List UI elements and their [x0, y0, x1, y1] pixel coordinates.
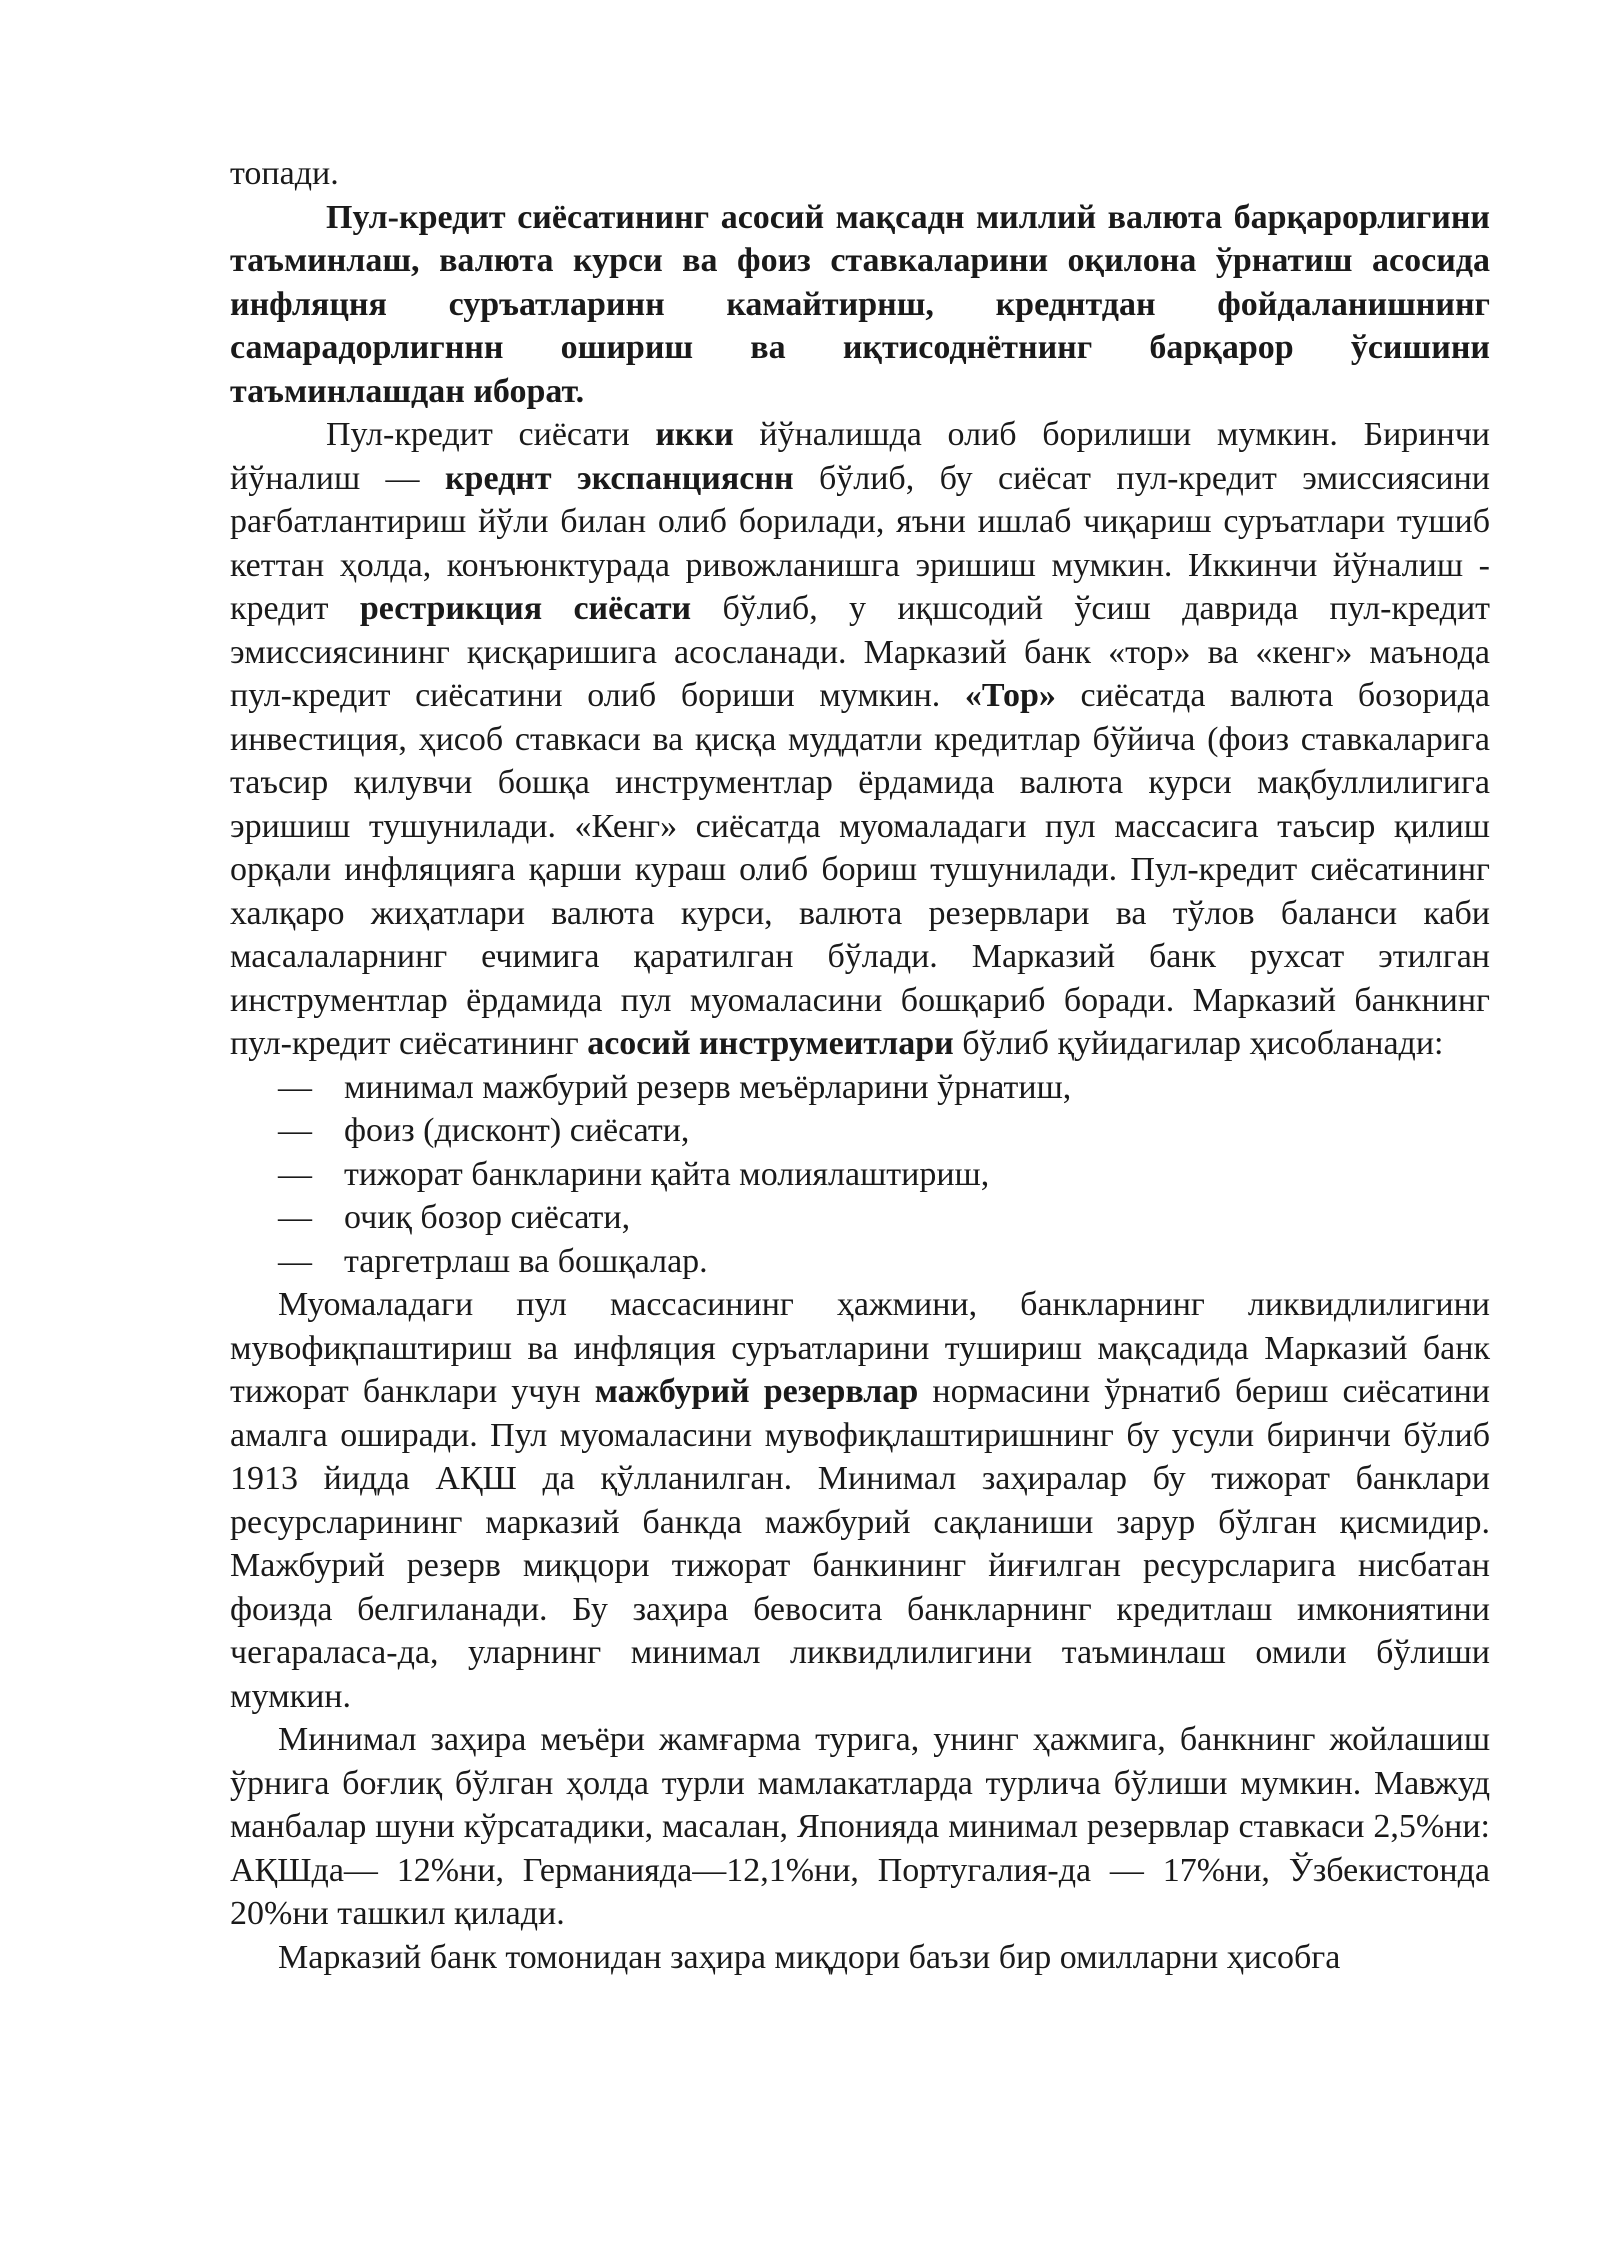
bold-term-restriction: рестрикция сиёсати [359, 590, 692, 627]
paragraph-reserve-rates: Минимал заҳира меъёри жамғарма турига, унинг ҳажмига, банкнинг жойлашиш ўрнига боғлиқ бўлган ҳолда турли мамлакатларда турлича бўлиши мумкин. Мавжуд манбалар шуни кўрсатадики, масалан, Японияда минимал резервлар ставкаси 2,5%ни: АҚШда— 12%ни, Германияда—12,1%ни, Португалия-да — 17%ни, Ўзбекистонда 20%ни ташкил қилади. [230, 1721, 1490, 1932]
dash-marker: — [278, 1068, 312, 1106]
text-run: йўналишда олиб борилиши мумкин. Биринчи йўналиш — [230, 416, 1490, 497]
list-item-text: таргетрлаш ва бошқалар. [344, 1242, 708, 1280]
list-item [230, 1196, 1490, 1240]
paragraph-final-line: Марказий банк томонидан заҳира миқдори баъзи бир омилларни ҳисобга [278, 1938, 1341, 1976]
text-run: нормасини ўрнатиб бериш сиёсатини амалга оширади. Пул муомаласини мувофиқлаштиришнинг бу усули биринчи бўлиб 1913 йидда АҚШ да қўлланилган. Минимал заҳиралар бу тижорат банклари ресурсларининг марказий банкда мажбурий сақланиши зарур бўлган қисмидир. Мажбурий резерв миқцори тижорат банкининг йиғилган ресурсларига нисбатан фоизда белгиланади. Бу заҳира бевосита банкларнинг кредитлаш имкониятини чегараласа-да, уларнинг минимал ликвидлилигини таъминлаш омили бўлиши мумкин. [230, 1373, 1490, 1715]
text-run: бўлиб қуйидагилар ҳисобланади: [953, 1025, 1444, 1062]
list-item-text: очиқ бозор сиёсати, [344, 1199, 631, 1236]
list-item-text: фоиз (дисконт) сиёсати, [344, 1112, 690, 1149]
dash-marker: — [278, 1199, 312, 1236]
dash-marker: — [278, 1112, 312, 1149]
bold-term-tor: «Тор» [964, 677, 1056, 714]
paragraph-main-goal: Пул-кредит сиёсатининг асосий мақсадн миллий валюта барқарорлигини таъминлаш, валюта курси ва фоиз ставкаларини оқилона ўрнатиш асосида инфляцня суръатларинн камайтирнш, креднтдан фойдаланишнинг самарадорлигннн ошириш ва иқтисоднётнинг барқарор ўсишини таъминлашдан иборат. [230, 198, 1490, 410]
bold-term-instruments: асосий инструмеитлари [587, 1025, 954, 1062]
list-item-text: тижорат банкларини қайта молиялаштириш, [344, 1155, 990, 1193]
paragraph-policy-directions [230, 413, 1490, 1066]
document-page [230, 152, 1490, 1979]
list-item-text: минимал мажбурий резерв меъёрларини ўрнатиш, [344, 1068, 1072, 1106]
text-run: Муомаладаги пул массасининг ҳажмини, банкларнинг ликвидлилигини мувофиқпаштириш ва инфляция суръатларини тушириш мақсадида Марказий банк тижорат банклари учун [230, 1286, 1490, 1410]
bold-term-expansion: креднт экспанцияснн [444, 459, 794, 497]
list-item [230, 1109, 1490, 1153]
instruments-list [230, 1066, 1490, 1284]
text-run: бўлиб, бу сиёсат пул-кредит эмиссиясини рағбатлантириш йўли билан олиб борилади, яъни ишлаб чиқариш суръатлари тушиб кеттан ҳолда, конъюнктурада ривожланишга эришиш мумкин. Иккинчи йўналиш - кредит [230, 459, 1491, 627]
bold-term-ikki: икки [655, 416, 734, 453]
text-run: сиёсатда валюта бозорида инвестиция, ҳисоб ставкаси ва қисқа муддатли кредитлар бўйича (фоиз ставкаларига таъсир қилувчи бошқа инструментлар ёрдамида валюта курси мақбуллилигига эришиш тушунилади. «Кенг» сиёсатда муомаладаги пул массасига таъсир қилиш орқали инфляцияга қарши кураш олиб бориш тушунилади. Пул-кредит сиёсатининг халқаро жиҳатлари валюта курси, валюта резервлари ва тўлов баланси каби масалаларнинг ечимига қаратилган бўлади. Марказий банк рухсат этилган инструментлар ёрдамида пул муомаласини бошқариб боради. Марказий банкнинг пул-кредит сиёсатининг [230, 677, 1490, 1062]
text-run: бўлиб, у иқшсодий ўсиш даврида пул-кредит эмиссиясининг қисқаришига асосланади. Марказий банк «тор» ва «кенг» маънода пул-кредит сиёсатини олиб бориши мумкин. [230, 590, 1490, 714]
list-item [230, 1066, 1490, 1110]
text-run: Пул-кредит сиёсати [326, 416, 656, 453]
paragraph-continuation: топади. [230, 155, 339, 192]
dash-marker: — [278, 1155, 312, 1193]
bold-term-reserves: мажбурий резервлар [594, 1373, 919, 1410]
dash-marker: — [278, 1242, 312, 1280]
list-item [230, 1240, 1490, 1284]
list-item [230, 1153, 1490, 1197]
paragraph-mandatory-reserves [230, 1283, 1490, 1718]
